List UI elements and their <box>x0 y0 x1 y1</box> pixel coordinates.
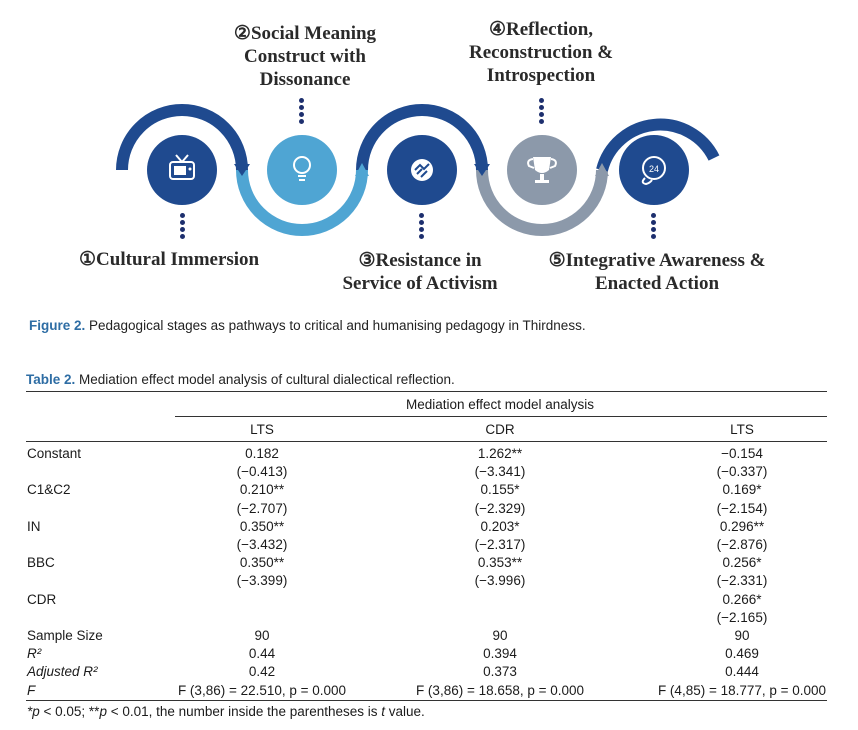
table-cell: 1.262** <box>477 446 523 461</box>
table-cell: 0.256* <box>722 555 762 571</box>
row-label: CDR <box>27 591 57 607</box>
table-cell: (−2.707) <box>236 500 288 516</box>
table-cell: 0.210** <box>239 482 285 498</box>
stage-2-label: ②Social Meaning Construct with Dissonance <box>233 23 377 90</box>
table-cell: 0.203* <box>480 518 520 534</box>
connector-dots-5 <box>651 213 657 241</box>
table-cell: (−2.165) <box>716 609 768 625</box>
table-cell: 90 <box>734 628 750 643</box>
figure-caption-label: Figure 2. <box>29 318 86 333</box>
table-cell: F (3,86) = 22.510, p = 0.000 <box>177 682 347 698</box>
table-caption-label: Table 2. <box>26 372 76 387</box>
connector-dots-2 <box>299 98 305 126</box>
column-header-1: LTS <box>250 422 274 437</box>
row-label: Adjusted R² <box>27 664 98 680</box>
table-cell: 0.266* <box>722 591 762 607</box>
table-cell: (−0.337) <box>716 464 768 480</box>
row-label: F <box>27 682 36 698</box>
table-cell: (−0.413) <box>236 464 288 480</box>
table-cell: 90 <box>492 628 508 643</box>
stage-1-label: ①Cultural Immersion <box>79 249 260 270</box>
row-label: Constant <box>27 446 82 461</box>
table-cell: 90 <box>254 628 270 643</box>
spanner-rule <box>175 416 827 417</box>
stage-4-label: ④Reflection, Reconstruction & Introspection <box>468 19 614 86</box>
table-bottom-rule <box>26 700 827 701</box>
table-cell: (−3.996) <box>474 573 526 589</box>
table-cell: 0.350** <box>239 518 285 534</box>
table-cell: 0.182 <box>245 446 279 461</box>
row-label: IN <box>27 518 41 534</box>
table-cell: 0.296** <box>719 518 765 534</box>
stage-2-circle <box>267 135 337 205</box>
connector-dots-1 <box>180 213 186 241</box>
table-caption-text: Mediation effect model analysis of cultural dialectical reflection. <box>75 372 455 387</box>
header-bottom-rule <box>26 441 827 442</box>
table-cell: (−3.399) <box>236 573 288 589</box>
table-cell: (−3.341) <box>474 464 526 480</box>
svg-text:24: 24 <box>648 164 660 174</box>
pedagogy-stages-figure <box>0 0 858 345</box>
row-label: R² <box>27 646 42 662</box>
table-cell: (−2.331) <box>716 573 768 589</box>
table-cell: F (3,86) = 18.658, p = 0.000 <box>415 682 585 698</box>
table-note: *p < 0.05; **p < 0.01, the number inside the parentheses is t value. <box>27 704 425 719</box>
column-header-3: LTS <box>730 422 754 437</box>
table-cell: 0.373 <box>483 664 517 680</box>
stage-3-label: ③Resistance in Service of Activism <box>342 250 498 294</box>
figure-caption-text: Pedagogical stages as pathways to critical and humanising pedagogy in Thirdness. <box>85 318 586 333</box>
table-cell: (−2.317) <box>474 537 526 552</box>
table-cell: (−2.154) <box>716 500 768 516</box>
table-spanner-header: Mediation effect model analysis <box>405 397 595 412</box>
table-top-rule <box>26 391 827 392</box>
connector-dots-3 <box>419 213 425 241</box>
table-cell: F (4,85) = 18.777, p = 0.000 <box>657 682 827 698</box>
row-label: C1&C2 <box>27 482 71 498</box>
table-cell: 0.394 <box>483 646 517 662</box>
table-cell: 0.353** <box>477 555 523 571</box>
table-cell: (−2.876) <box>716 537 768 552</box>
column-header-2: CDR <box>485 422 515 437</box>
table-cell: 0.44 <box>248 646 276 662</box>
table-cell: 0.350** <box>239 555 285 571</box>
table-cell: 0.469 <box>725 646 759 662</box>
table-cell: (−2.329) <box>474 500 526 516</box>
stage-5-label: ⑤Integrative Awareness & Enacted Action <box>548 250 766 294</box>
table-cell: 0.42 <box>248 664 276 680</box>
row-label: BBC <box>27 555 55 571</box>
connector-dots-4 <box>539 98 545 126</box>
table-caption <box>26 372 455 387</box>
table-cell: 0.444 <box>725 664 759 680</box>
table-cell: 0.155* <box>480 482 520 498</box>
handshake-icon <box>411 159 433 181</box>
row-label: Sample Size <box>27 628 103 643</box>
table-cell: 0.169* <box>722 482 762 498</box>
table-cell: −0.154 <box>721 446 763 461</box>
figure-caption <box>29 318 586 333</box>
table-cell: (−3.432) <box>236 537 288 552</box>
